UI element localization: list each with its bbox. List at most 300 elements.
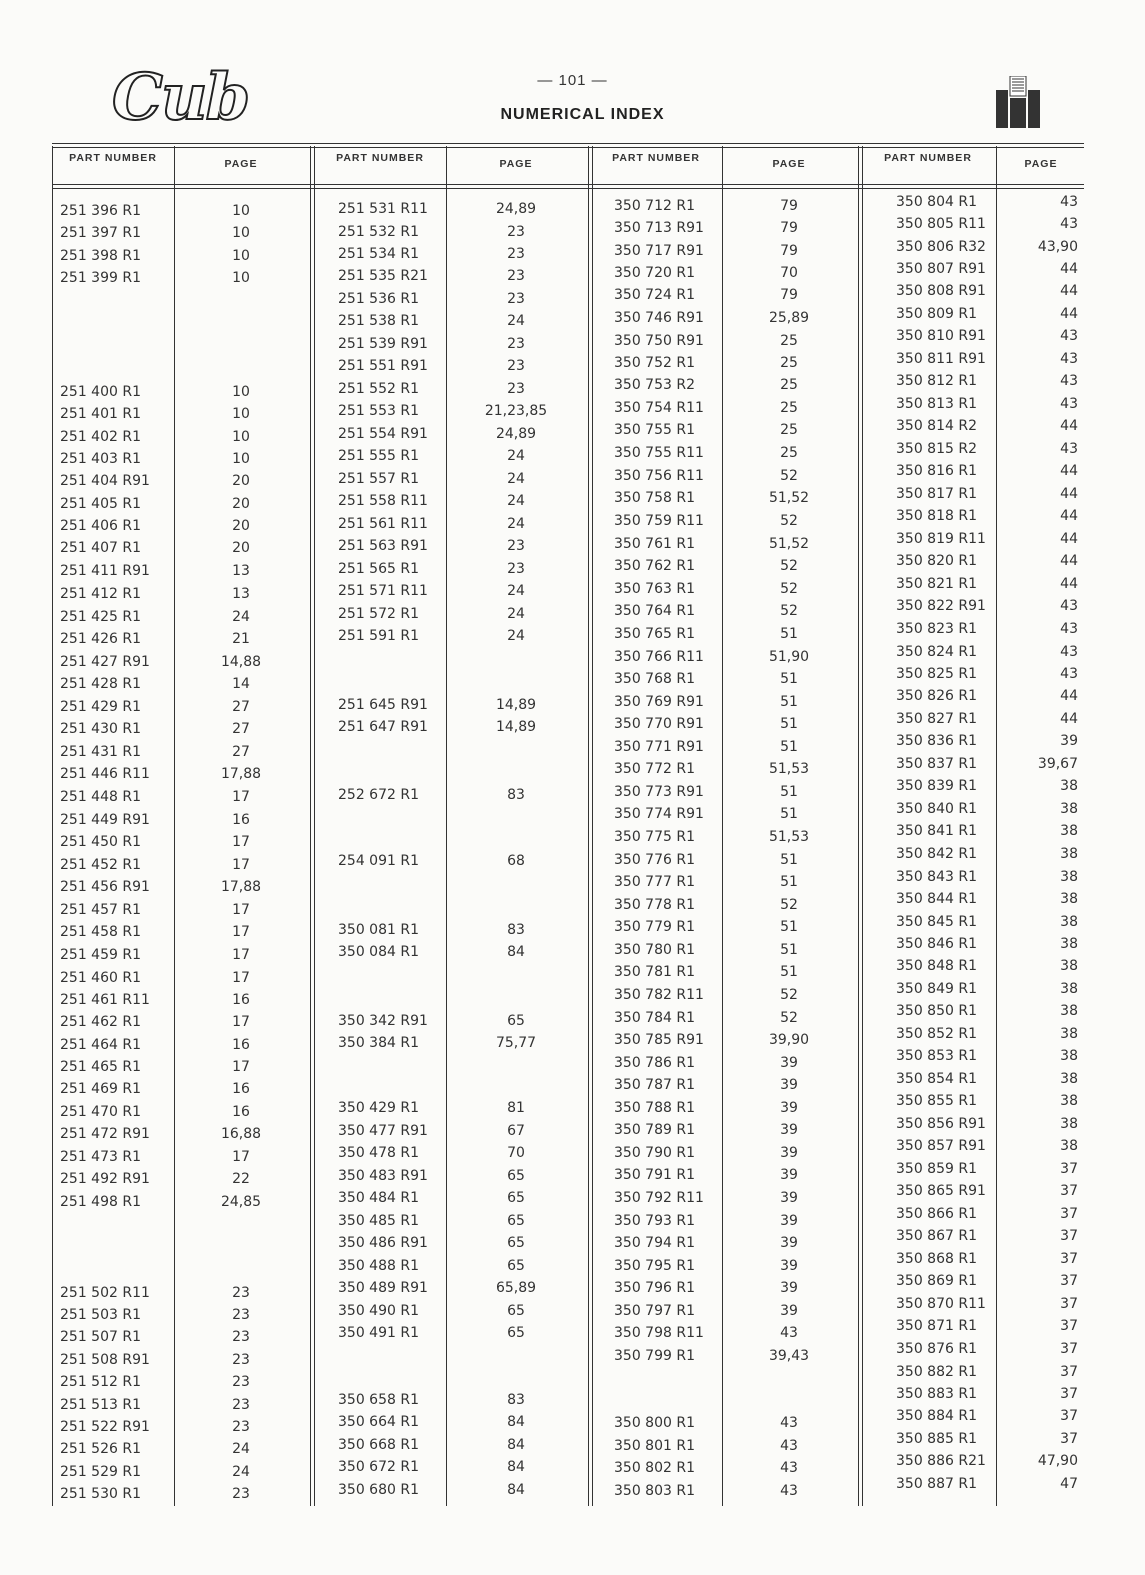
part-number: 350 848 R1 [896,958,977,974]
part-number: 350 779 R1 [614,919,695,935]
page-reference: 39 [780,1235,798,1251]
part-number: 251 399 R1 [60,270,141,286]
part-number: 251 402 R1 [60,429,141,445]
page-reference: 17,88 [220,766,262,782]
part-number: 350 796 R1 [614,1280,695,1296]
page-reference: 52 [780,603,798,619]
page-reference: 52 [780,513,798,529]
part-number: 251 492 R91 [60,1171,150,1187]
part-number-header: PART NUMBER [884,152,972,164]
part-number: 251 522 R91 [60,1419,150,1435]
part-number: 251 565 R1 [338,561,419,577]
part-number: 350 813 R1 [896,396,977,412]
ih-logo-icon [996,76,1040,128]
part-number: 251 427 R91 [60,654,150,670]
page-reference: 24 [507,516,525,532]
part-number: 251 397 R1 [60,225,141,241]
part-number: 350 778 R1 [614,897,695,913]
page-reference: 79 [780,243,798,259]
page-reference: 83 [507,787,525,803]
page-reference: 17 [232,1149,250,1165]
page-reference: 44 [1060,418,1078,434]
page-reference: 39,67 [1037,756,1078,772]
page-reference: 39 [780,1055,798,1071]
part-number: 350 823 R1 [896,621,977,637]
page-reference: 51,53 [768,761,810,777]
part-number: 350 477 R91 [338,1123,428,1139]
part-number: 251 426 R1 [60,631,141,647]
part-number: 251 571 R11 [338,583,428,599]
part-number: 350 824 R1 [896,644,977,660]
page-reference: 84 [507,944,525,960]
part-number-header: PART NUMBER [336,152,424,164]
part-number: 350 762 R1 [614,558,695,574]
part-number: 251 461 R11 [60,992,150,1008]
part-number: 350 797 R1 [614,1303,695,1319]
page-reference: 52 [780,897,798,913]
part-number: 350 811 R91 [896,351,986,367]
part-number: 251 561 R11 [338,516,428,532]
page-reference: 65 [507,1168,525,1184]
page-reference: 51,53 [768,829,810,845]
page-reference: 51,52 [768,490,810,506]
part-number: 251 535 R21 [338,268,428,284]
part-number: 251 557 R1 [338,471,419,487]
part-number: 350 812 R1 [896,373,977,389]
page-reference: 65,89 [495,1280,537,1296]
part-number: 350 784 R1 [614,1010,695,1026]
page-reference: 37 [1060,1161,1078,1177]
part-number: 350 680 R1 [338,1482,419,1498]
page-reference: 44 [1060,508,1078,524]
part-number: 251 464 R1 [60,1037,141,1053]
part-number: 350 859 R1 [896,1161,977,1177]
part-number: 350 884 R1 [896,1408,977,1424]
part-number: 251 449 R91 [60,812,150,828]
page-reference: 44 [1060,531,1078,547]
part-number: 350 672 R1 [338,1459,419,1475]
page-reference: 70 [507,1145,525,1161]
page-reference: 65 [507,1235,525,1251]
part-number: 350 763 R1 [614,581,695,597]
part-number: 350 798 R11 [614,1325,704,1341]
page-reference: 43 [1060,328,1078,344]
page-reference: 51 [780,694,798,710]
page-reference: 21 [232,631,250,647]
page-reference: 84 [507,1437,525,1453]
page-reference: 20 [232,473,250,489]
part-number: 251 534 R1 [338,246,419,262]
part-number: 350 819 R11 [896,531,986,547]
part-number: 350 867 R1 [896,1228,977,1244]
page-reference: 44 [1060,576,1078,592]
page-reference: 51 [780,964,798,980]
page-reference: 79 [780,198,798,214]
page-reference: 43 [780,1325,798,1341]
part-number: 251 448 R1 [60,789,141,805]
page-reference: 37 [1060,1206,1078,1222]
page-reference: 24 [507,583,525,599]
part-number-header: PART NUMBER [612,152,700,164]
page-reference: 23 [507,336,525,352]
part-number: 350 756 R11 [614,468,704,484]
part-number: 350 773 R91 [614,784,704,800]
page-reference: 23 [232,1374,250,1390]
part-number: 252 672 R1 [338,787,419,803]
page-reference: 24 [232,609,250,625]
part-number: 350 489 R91 [338,1280,428,1296]
part-number: 251 530 R1 [60,1486,141,1502]
page-reference: 25 [780,355,798,371]
page-reference: 70 [780,265,798,281]
part-number: 350 821 R1 [896,576,977,592]
part-number: 350 794 R1 [614,1235,695,1251]
part-number: 350 429 R1 [338,1100,419,1116]
part-number: 350 788 R1 [614,1100,695,1116]
page-reference: 10 [232,451,250,467]
table-border-left [52,146,53,1506]
page-reference: 65 [507,1213,525,1229]
part-number: 251 469 R1 [60,1081,141,1097]
part-number: 350 483 R91 [338,1168,428,1184]
page-reference: 84 [507,1414,525,1430]
part-number: 350 084 R1 [338,944,419,960]
part-number: 350 758 R1 [614,490,695,506]
page-reference: 43 [1060,441,1078,457]
page-reference: 51 [780,852,798,868]
part-number: 251 407 R1 [60,540,141,556]
part-number: 251 558 R11 [338,493,428,509]
page-reference: 43 [1060,351,1078,367]
page-reference: 39,43 [768,1348,810,1364]
page-reference: 23 [507,381,525,397]
part-number: 251 554 R91 [338,426,428,442]
part-number: 251 563 R91 [338,538,428,554]
part-number: 350 837 R1 [896,756,977,772]
part-number: 350 887 R1 [896,1476,977,1492]
part-number: 350 868 R1 [896,1251,977,1267]
page-header: PAGE [772,158,806,170]
page-title: NUMERICAL INDEX [500,106,665,123]
page-reference: 39,90 [768,1032,810,1048]
page-reference: 43 [1060,373,1078,389]
page-reference: 44 [1060,261,1078,277]
part-number: 350 816 R1 [896,463,977,479]
part-number: 350 790 R1 [614,1145,695,1161]
page-reference: 24 [507,471,525,487]
page-reference: 75,77 [495,1035,537,1051]
part-number: 251 507 R1 [60,1329,141,1345]
page-reference: 24 [507,606,525,622]
part-number: 350 792 R11 [614,1190,704,1206]
page-reference: 39 [780,1190,798,1206]
page-reference: 39 [780,1122,798,1138]
page-reference: 84 [507,1459,525,1475]
part-number: 251 526 R1 [60,1441,141,1457]
page-reference: 51 [780,919,798,935]
page-reference: 20 [232,518,250,534]
page-reference: 14,89 [495,719,537,735]
page-reference: 37 [1060,1318,1078,1334]
page-reference: 25 [780,422,798,438]
part-number: 350 753 R2 [614,377,695,393]
part-number: 350 785 R91 [614,1032,704,1048]
part-number: 350 799 R1 [614,1348,695,1364]
part-number: 350 781 R1 [614,964,695,980]
part-number: 251 551 R91 [338,358,428,374]
page-reference: 43 [1060,216,1078,232]
page-reference: 16,88 [220,1126,262,1142]
page-reference: 23 [507,268,525,284]
part-number: 251 472 R91 [60,1126,150,1142]
page-reference: 37 [1060,1251,1078,1267]
part-number: 251 458 R1 [60,924,141,940]
part-number: 350 842 R1 [896,846,977,862]
part-number: 350 869 R1 [896,1273,977,1289]
page-reference: 23 [507,224,525,240]
page-reference: 38 [1060,869,1078,885]
page-reference: 38 [1060,981,1078,997]
page-reference: 17 [232,1059,250,1075]
page-reference: 44 [1060,688,1078,704]
part-number: 251 531 R11 [338,201,428,217]
part-number: 350 839 R1 [896,778,977,794]
page-reference: 43 [780,1415,798,1431]
part-number: 251 555 R1 [338,448,419,464]
page-reference: 23 [232,1307,250,1323]
page-reference: 23 [232,1329,250,1345]
part-number: 350 787 R1 [614,1077,695,1093]
page-header: PAGE [499,158,533,170]
part-number: 251 539 R91 [338,336,428,352]
page-reference: 65 [507,1258,525,1274]
page-reference: 24 [507,313,525,329]
part-number: 251 406 R1 [60,518,141,534]
part-number: 350 724 R1 [614,287,695,303]
page-reference: 52 [780,987,798,1003]
part-number: 350 775 R1 [614,829,695,845]
part-number: 350 081 R1 [338,922,419,938]
part-number: 350 815 R2 [896,441,977,457]
part-number: 350 825 R1 [896,666,977,682]
page-reference: 10 [232,429,250,445]
page-reference: 10 [232,248,250,264]
page-reference: 16 [232,1081,250,1097]
part-number: 350 883 R1 [896,1386,977,1402]
page-reference: 23 [507,358,525,374]
page-reference: 51,52 [768,536,810,552]
part-number: 251 396 R1 [60,203,141,219]
header-rule-bottom [52,184,1084,189]
part-number: 350 853 R1 [896,1048,977,1064]
page-reference: 52 [780,468,798,484]
part-number: 350 855 R1 [896,1093,977,1109]
part-number: 251 429 R1 [60,699,141,715]
part-number: 350 836 R1 [896,733,977,749]
part-number: 350 844 R1 [896,891,977,907]
page-reference: 39 [780,1303,798,1319]
page-reference: 23 [232,1486,250,1502]
page-reference: 38 [1060,1071,1078,1087]
part-number: 251 456 R91 [60,879,150,895]
page-reference: 38 [1060,778,1078,794]
part-number: 251 532 R1 [338,224,419,240]
page-reference: 38 [1060,1048,1078,1064]
part-number: 251 412 R1 [60,586,141,602]
part-number: 350 789 R1 [614,1122,695,1138]
part-number: 251 529 R1 [60,1464,141,1480]
page-reference: 39 [1060,733,1078,749]
page-reference: 65 [507,1013,525,1029]
part-number: 350 852 R1 [896,1026,977,1042]
part-number: 251 538 R1 [338,313,419,329]
part-number: 251 428 R1 [60,676,141,692]
part-number: 350 876 R1 [896,1341,977,1357]
part-number: 251 552 R1 [338,381,419,397]
part-number: 350 769 R91 [614,694,704,710]
page-reference: 38 [1060,914,1078,930]
part-number: 350 818 R1 [896,508,977,524]
part-number: 350 488 R1 [338,1258,419,1274]
page-reference: 37 [1060,1296,1078,1312]
page-reference: 37 [1060,1364,1078,1380]
part-number: 350 342 R91 [338,1013,428,1029]
page-reference: 39 [780,1258,798,1274]
part-number: 350 871 R1 [896,1318,977,1334]
part-number: 350 771 R91 [614,739,704,755]
page-reference: 43,90 [1037,239,1078,255]
part-number: 350 802 R1 [614,1460,695,1476]
page-reference: 25 [780,445,798,461]
page-reference: 38 [1060,1026,1078,1042]
part-number: 251 452 R1 [60,857,141,873]
page-reference: 39 [780,1100,798,1116]
page-reference: 38 [1060,891,1078,907]
page-reference: 37 [1060,1228,1078,1244]
part-number: 251 473 R1 [60,1149,141,1165]
part-number: 350 484 R1 [338,1190,419,1206]
part-number: 350 840 R1 [896,801,977,817]
page-reference: 25 [780,400,798,416]
page-reference: 14,88 [220,654,262,670]
part-number: 350 713 R91 [614,220,704,236]
part-number: 350 808 R91 [896,283,986,299]
page-reference: 24 [232,1441,250,1457]
page-reference: 16 [232,1037,250,1053]
page-reference: 24 [507,628,525,644]
page-reference: 67 [507,1123,525,1139]
column-divider [174,146,175,1506]
column-divider [996,146,997,1506]
page-reference: 43 [1060,396,1078,412]
part-number: 350 490 R1 [338,1303,419,1319]
part-number-header: PART NUMBER [69,152,157,164]
page-reference: 39 [780,1077,798,1093]
part-number: 251 512 R1 [60,1374,141,1390]
part-number: 350 768 R1 [614,671,695,687]
part-number: 350 782 R11 [614,987,704,1003]
page-reference: 38 [1060,1003,1078,1019]
part-number: 350 384 R1 [338,1035,419,1051]
part-number: 251 450 R1 [60,834,141,850]
page-reference: 14,89 [495,697,537,713]
part-number: 350 761 R1 [614,536,695,552]
part-number: 350 658 R1 [338,1392,419,1408]
page-reference: 65 [507,1190,525,1206]
part-number: 350 777 R1 [614,874,695,890]
page-reference: 51 [780,874,798,890]
page-reference: 20 [232,496,250,512]
part-number: 251 405 R1 [60,496,141,512]
page-reference: 16 [232,992,250,1008]
page-reference: 27 [232,699,250,715]
part-number: 251 536 R1 [338,291,419,307]
page-header: PAGE [224,158,258,170]
page-reference: 68 [507,853,525,869]
column-group-divider [310,146,315,1506]
page-reference: 10 [232,384,250,400]
page-reference: 37 [1060,1431,1078,1447]
part-number: 251 591 R1 [338,628,419,644]
page-reference: 43 [1060,666,1078,682]
page-reference: 17 [232,970,250,986]
page-reference: 23 [507,538,525,554]
part-number: 350 664 R1 [338,1414,419,1430]
page-reference: 37 [1060,1183,1078,1199]
part-number: 350 780 R1 [614,942,695,958]
page-reference: 83 [507,1392,525,1408]
column-group-divider [858,146,863,1506]
part-number: 251 398 R1 [60,248,141,264]
page-reference: 13 [232,563,250,579]
page-reference: 17,88 [220,879,262,895]
part-number: 350 856 R91 [896,1116,986,1132]
part-number: 254 091 R1 [338,853,419,869]
page-reference: 16 [232,1104,250,1120]
part-number: 350 770 R91 [614,716,704,732]
page-reference: 52 [780,1010,798,1026]
part-number: 350 712 R1 [614,198,695,214]
part-number: 251 401 R1 [60,406,141,422]
part-number: 350 854 R1 [896,1071,977,1087]
part-number: 350 807 R91 [896,261,986,277]
part-number: 350 814 R2 [896,418,977,434]
page-reference: 51 [780,806,798,822]
page-reference: 79 [780,220,798,236]
part-number: 350 810 R91 [896,328,986,344]
part-number: 350 826 R1 [896,688,977,704]
part-number: 350 791 R1 [614,1167,695,1183]
part-number: 350 841 R1 [896,823,977,839]
part-number: 251 645 R91 [338,697,428,713]
part-number: 251 470 R1 [60,1104,141,1120]
page-reference: 25 [780,377,798,393]
page-reference: 27 [232,721,250,737]
part-number: 350 491 R1 [338,1325,419,1341]
part-number: 350 800 R1 [614,1415,695,1431]
page-reference: 24,85 [220,1194,262,1210]
part-number: 350 750 R91 [614,333,704,349]
page-reference: 38 [1060,801,1078,817]
page-reference: 37 [1060,1386,1078,1402]
part-number: 350 843 R1 [896,869,977,885]
page-reference: 51 [780,942,798,958]
page-reference: 10 [232,406,250,422]
part-number: 350 755 R11 [614,445,704,461]
page-reference: 23 [507,291,525,307]
page-reference: 24 [232,1464,250,1480]
part-number: 251 431 R1 [60,744,141,760]
